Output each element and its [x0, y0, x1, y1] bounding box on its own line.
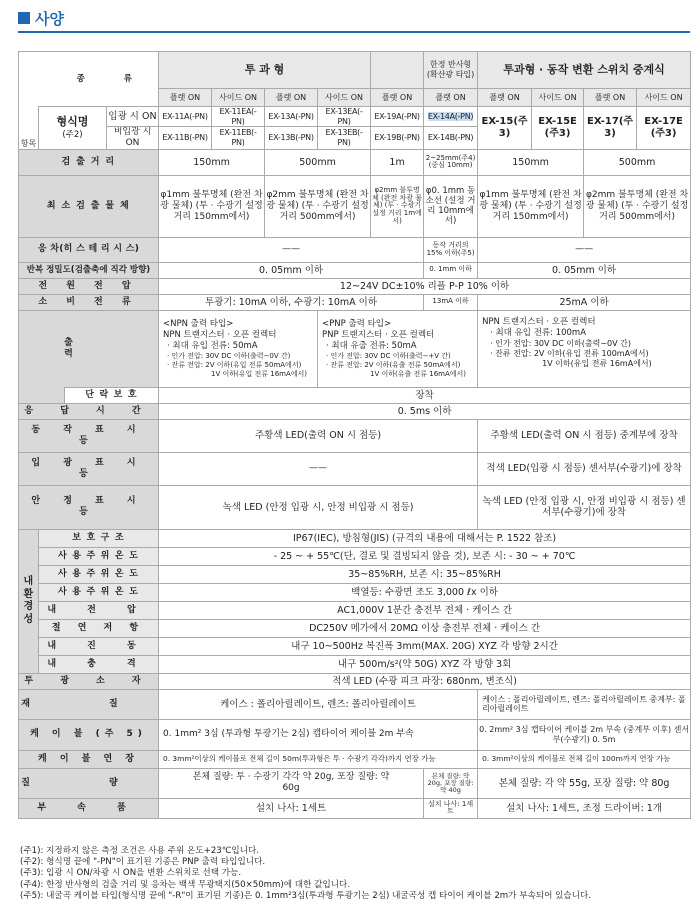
row-distance-label: 검 출 거 리	[19, 149, 159, 175]
emitter-v: 적색 LED (수광 피크 파장: 680nm, 변조식)	[159, 673, 691, 689]
env-protect: IP67(IEC), 방침형(JIS) (규격의 내용에 대해서는 P. 1522 참조)	[159, 529, 691, 547]
response-v: 0. 5ms 이하	[159, 403, 691, 419]
row-response-label: 응 답 시 간	[19, 403, 159, 419]
footnote-1: (주1): 지정하지 않은 측정 조건은 사용 주위 온도+23℃입니다.	[20, 846, 260, 856]
minobj-v2: φ2mm 불투명체 (완전 차광 물체) (투 · 수광기 설정 거리 500mm에서)	[265, 175, 371, 237]
header-side-2: 사이드 ON	[318, 89, 371, 107]
repeat-v2: 0. 1mm 이하	[424, 262, 478, 278]
bi-ipgwang-on-label: 비입광 시 ON	[107, 127, 159, 150]
repeat-v1: 0. 05mm 이하	[159, 262, 424, 278]
npn-line-3: · 인가 전압: 30V DC 이하(출력−0V 간)	[167, 351, 291, 360]
env-lux-label: 사 용 주 위 온 도	[39, 583, 159, 601]
weight-v2: 본체 질량: 약 20g, 포장 질량: 약 40g	[424, 768, 478, 798]
weight-v3: 본체 질량: 각 약 55g, 포장 질량: 약 80g	[478, 768, 691, 798]
npn-line-2: · 최대 유입 전류: 50mA	[167, 340, 258, 351]
env-shock-label: 내 충 격	[39, 655, 159, 673]
model-ex17e: EX-17E (주3)	[637, 107, 691, 150]
relay-line-4: · 잔류 전압: 2V 이하(유입 전류 100mA에서)	[490, 348, 649, 358]
stind-v2: 녹색 LED (안정 입광 시, 안정 비입광 시 점등) 센서부(수광기)에 장착	[478, 485, 691, 529]
distance-v4: 2~25mm(주4) (중심 10mm)	[424, 149, 478, 175]
model-ex14b: EX-14B(-PN)	[424, 127, 478, 150]
row-emitter-label: 투 광 소 자	[19, 673, 159, 689]
env-side-text: 내 환 경 성	[23, 576, 37, 625]
pnp-line-5: 1V 이하(유출 전류 16mA에서)	[370, 369, 467, 378]
footnotes	[20, 846, 690, 902]
relay-line-3: · 인가 전압: 30V DC 이하(출력−0V 간)	[490, 338, 632, 348]
model-ex14a-text: EX-14A(-PN)	[427, 111, 474, 121]
env-side-label	[19, 529, 39, 673]
env-protect-label: 보 호 구 조	[39, 529, 159, 547]
output-relay	[478, 310, 691, 387]
model-label-cell	[39, 107, 107, 150]
material-v1: 케이스 : 폴리아릴레이트, 렌즈: 폴리아릴레이트	[159, 689, 478, 719]
blue-square-icon	[18, 12, 30, 24]
npn-title: <NPN 출력 타입>	[163, 319, 234, 330]
distance-v1: 150mm	[159, 149, 265, 175]
header-flat-1: 플랫 ON	[159, 89, 212, 107]
env-humid: 35~85%RH, 보존 시: 35~85%RH	[159, 565, 691, 583]
pnp-line-4: · 잔류 전압: 2V 이하(유출 전류 50mA에서)	[326, 360, 461, 369]
row-voltage-label: 전 원 전 압	[19, 278, 159, 294]
npn-line-1: NPN 트랜지스터 · 오픈 컬렉터	[163, 329, 277, 340]
header-side-6: 사이드 ON	[637, 89, 691, 107]
current-v1: 투광기: 10mA 이하, 수광기: 10mA 이하	[159, 294, 424, 310]
ipgwang-on-label: 입광 시 ON	[107, 107, 159, 127]
env-volt: AC1,000V 1분간 충전부 전체 · 케이스 간	[159, 601, 691, 619]
header-flat-4: 플랫 ON	[424, 89, 478, 107]
accessory-v1: 설치 나사: 1세트	[159, 798, 424, 818]
row-minobj-label: 최 소 검 출 물 체	[19, 175, 159, 237]
distance-v3: 1m	[371, 149, 424, 175]
spec-table	[18, 51, 691, 819]
row-hyst-label: 응 차(히 스 테 리 시 스)	[19, 237, 159, 262]
model-ex17: EX-17(주3)	[584, 107, 637, 150]
env-insul: DC250V 메가에서 20MΩ 이상 충전부 전체 · 케이스 간	[159, 619, 691, 637]
minobj-v1: φ1mm 불투명체 (완전 차광 물체) (투 · 수광기 설정 거리 150mm에서)	[159, 175, 265, 237]
env-shock: 내구 500m/s²(약 50G) XYZ 각 방향 3회	[159, 655, 691, 673]
row-opind-label: 동 작 표 시 등	[19, 419, 159, 452]
header-type-label: 종 류	[76, 73, 151, 84]
hyst-v2: 동작 거리의 15% 이하(주5)	[424, 237, 478, 262]
header-side-5: 사이드 ON	[532, 89, 584, 107]
model-ex11ea: EX-11EA(-PN)	[212, 107, 265, 127]
row-accessory-label: 부 속 품	[19, 798, 159, 818]
pnp-line-3: · 인가 전압: 30V DC 이하(출력−+V 간)	[326, 351, 451, 360]
header-hanjeong: 한정 반사형 (확산광 타입)	[424, 52, 478, 89]
weight-v1: 본체 질량: 투 · 수광기 각각 약 20g, 포장 질량: 약 60g	[159, 768, 424, 798]
short-v: 장착	[159, 387, 691, 403]
npn-line-5: 1V 이하(유입 전류 16mA에서)	[211, 369, 308, 378]
hyst-v3: ——	[478, 237, 691, 262]
inind-v1: ——	[159, 452, 478, 485]
env-insul-label: 절 연 저 항	[39, 619, 159, 637]
env-volt-label: 내 전 압	[39, 601, 159, 619]
repeat-v3: 0. 05mm 이하	[478, 262, 691, 278]
title-rule	[18, 31, 690, 33]
env-temp-label: 사 용 주 위 온 도	[39, 547, 159, 565]
relay-line-1: NPN 트랜지스터 · 오픈 컬렉터	[482, 316, 596, 327]
footnote-3: (주3): 입광 시 ON/차광 시 ON을 변환 스위치로 선택 가능.	[20, 868, 242, 879]
footnote-5: (주5): 내굴곡 케이블 타입(형식명 끝에 "-R"이 표기된 기종)은 0. 1mm²3심(투과형 투광기는 2심) 내굴곡성 캡 타이어 케이블 2m가 부속되어 있습니다.	[20, 890, 592, 901]
row-material-label: 재 질	[19, 689, 159, 719]
section-header	[18, 6, 64, 30]
header-switch: 투과형 · 동작 변환 스위치 중계식	[478, 52, 691, 89]
row-inind-label: 입 광 표 시 등	[19, 452, 159, 485]
current-v2: 13mA 이하	[424, 294, 478, 310]
row-cable-label: 케 이 블 (주 5)	[19, 719, 159, 750]
header-type-cell	[19, 52, 159, 107]
opind-v2: 주황색 LED(출력 ON 시 점등) 중계부에 장착	[478, 419, 691, 452]
row-repeat-label: 반복 정밀도(검출축에 직각 방향)	[19, 262, 159, 278]
env-temp: - 25 ~ + 55℃(단, 결로 및 결빙되지 않을 것), 보존 시: - 30 ~ + 70℃	[159, 547, 691, 565]
cableext-v1: 0. 3mm²이상의 케이블로 전체 길이 50m(투과형은 투 · 수광기 각각)까지 연장 가능	[159, 750, 478, 768]
env-vib-label: 내 진 동	[39, 637, 159, 655]
output-npn	[159, 310, 318, 387]
header-tugwa-2	[371, 52, 424, 89]
header-side-1: 사이드 ON	[212, 89, 265, 107]
cable-v1: 0. 1mm² 3심 (투과형 투광기는 2심) 캡타이어 케이블 2m 부속	[159, 719, 478, 750]
distance-v2: 500mm	[265, 149, 371, 175]
accessory-v3: 설치 나사: 1세트, 조정 드라이버: 1개	[478, 798, 691, 818]
row-weight-label: 질 량	[19, 768, 159, 798]
material-v2: 케이스 : 폴리아릴레이트, 렌즈: 폴리아릴레이트 중계부: 폴리아릴레이트	[478, 689, 691, 719]
cableext-v2: 0. 3mm²이상의 케이블로 전체 길이 100m까지 연장 가능	[478, 750, 691, 768]
minobj-v5: φ1mm 불투명체 (완전 차광 물체) (투 · 수광기 설정 거리 150mm에서)	[478, 175, 584, 237]
cable-v2: 0. 2mm² 3심 캡타이어 케이블 2m 부속 (중계부 이후) 센서부(수광기) 0. 5m	[478, 719, 691, 750]
page-title: 사양	[35, 9, 64, 28]
opind-v1: 주황색 LED(출력 ON 시 점등)	[159, 419, 478, 452]
voltage-v: 12~24V DC±10% 리플 P-P 10% 이하	[159, 278, 691, 294]
header-flat-3: 플랫 ON	[371, 89, 424, 107]
header-tugwa: 투 과 형	[159, 52, 371, 89]
accessory-v2: 설치 나사: 1세트	[424, 798, 478, 818]
model-ex19b: EX-19B(-PN)	[371, 127, 424, 150]
env-humid-label: 사 용 주 위 온 도	[39, 565, 159, 583]
pnp-line-1: PNP 트랜지스터 · 오픈 컬렉터	[322, 329, 435, 340]
current-v3: 25mA 이하	[478, 294, 691, 310]
distance-v6: 500mm	[584, 149, 691, 175]
model-ex13ea: EX-13EA(-PN)	[318, 107, 371, 127]
header-flat-2: 플랫 ON	[265, 89, 318, 107]
row-output-label: 출 력	[19, 310, 159, 387]
model-ex13a: EX-13A(-PN)	[265, 107, 318, 127]
stind-v1: 녹색 LED (안정 입광 시, 안정 비입광 시 점등)	[159, 485, 478, 529]
model-label: 형식명	[56, 115, 89, 129]
model-ex15: EX-15(주3)	[478, 107, 532, 150]
env-vib: 내구 10~500Hz 복진폭 3mm(MAX. 20G) XYZ 각 방향 2시간	[159, 637, 691, 655]
distance-v5: 150mm	[478, 149, 584, 175]
minobj-v3: φ2mm 불투명체 (완전 차광 물체) (투 · 수광기 설정 거리 1m에서)	[371, 175, 424, 237]
header-flat-5: 플랫 ON	[478, 89, 532, 107]
footnote-4: (주4): 한정 반사형의 검출 거리 및 응차는 백색 무광택지(50×50mm)에 대한 값입니다.	[20, 879, 351, 890]
model-ex13eb: EX-13EB(-PN)	[318, 127, 371, 150]
row-cableext-label: 케 이 블 연 장	[19, 750, 159, 768]
npn-line-4: · 잔류 전압: 2V 이하(유입 전류 50mA에서)	[167, 360, 302, 369]
minobj-v4: φ0. 1mm 동소선 (설정 거리 10mm에서)	[424, 175, 478, 237]
relay-line-5: 1V 이하(유입 전류 16mA에서)	[542, 359, 652, 368]
footnote-2: (주2): 형식명 끝에 "-PN"이 표기된 기종은 PNP 출력 타입입니다.	[20, 857, 266, 868]
minobj-v6: φ2mm 불투명체 (완전 차광 물체) (투 · 수광기 설정 거리 500mm에서)	[584, 175, 691, 237]
model-ex13b: EX-13B(-PN)	[265, 127, 318, 150]
model-ex11b: EX-11B(-PN)	[159, 127, 212, 150]
header-flat-6: 플랫 ON	[584, 89, 637, 107]
output-pnp	[318, 310, 478, 387]
row-short-blank	[19, 387, 65, 403]
model-ex15e: EX-15E (주3)	[532, 107, 584, 150]
model-ex19a: EX-19A(-PN)	[371, 107, 424, 127]
row-short-label: 단 락 보 호	[65, 387, 159, 403]
hangmok-label: 항목	[19, 107, 39, 150]
relay-line-2: · 최대 유입 전류: 100mA	[490, 327, 587, 338]
model-ex11eb: EX-11EB(-PN)	[212, 127, 265, 150]
inind-v2: 적색 LED(입광 시 점등) 센서부(수광기)에 장착	[478, 452, 691, 485]
model-ex14a	[424, 107, 478, 127]
model-label-note: (주2)	[62, 129, 83, 140]
env-lux: 백열등: 수광면 조도 3,000 ℓx 이하	[159, 583, 691, 601]
pnp-line-2: · 최대 유출 전류: 50mA	[326, 340, 417, 351]
pnp-title: <PNP 출력 타입>	[322, 319, 392, 330]
model-ex11a: EX-11A(-PN)	[159, 107, 212, 127]
hyst-v1: ——	[159, 237, 424, 262]
row-stind-label: 안 정 표 시 등	[19, 485, 159, 529]
row-current-label: 소 비 전 류	[19, 294, 159, 310]
